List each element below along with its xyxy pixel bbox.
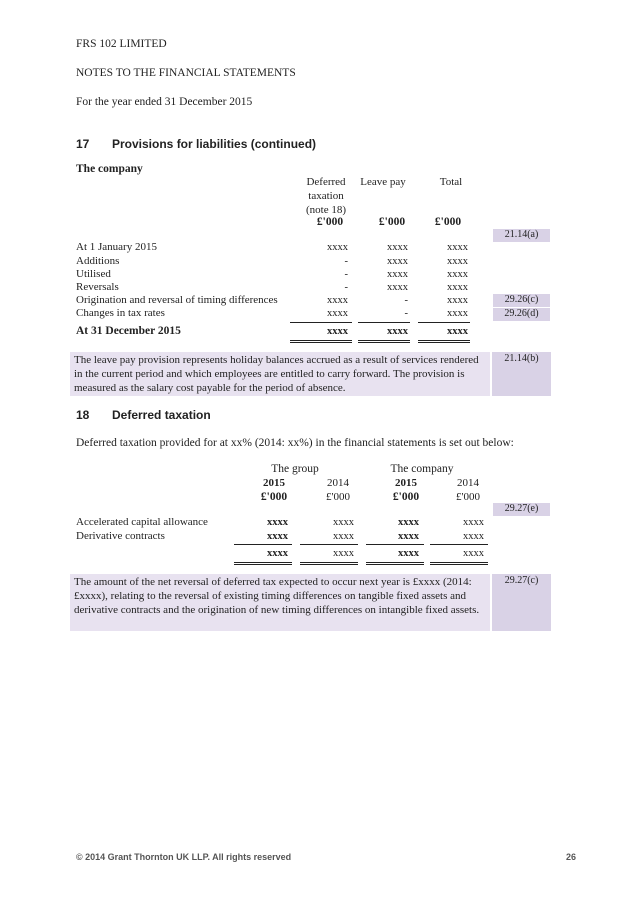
- notes-title: NOTES TO THE FINANCIAL STATEMENTS: [76, 67, 296, 79]
- table-cell: xxxx: [447, 269, 468, 280]
- total-underline: [366, 564, 424, 565]
- unit-label: £'000: [378, 216, 406, 228]
- table-cell: -: [344, 269, 348, 280]
- unit-label: £'000: [260, 491, 288, 503]
- table-cell: xxxx: [267, 531, 288, 542]
- section-number: 18: [76, 408, 90, 422]
- year-header: 2015: [395, 477, 417, 489]
- unit-label: £'000: [316, 216, 344, 228]
- unit-label: £'000: [434, 216, 462, 228]
- table-subtitle: The company: [76, 163, 143, 175]
- section-number: 17: [76, 137, 90, 151]
- total-underline: [418, 342, 470, 343]
- table-cell: xxxx: [447, 308, 468, 319]
- total-cell: xxxx: [333, 548, 354, 559]
- table-cell: xxxx: [447, 256, 468, 267]
- section-title: Provisions for liabilities (continued): [112, 137, 317, 151]
- unit-label: £'000: [456, 491, 480, 503]
- subtotal-line: [290, 322, 352, 323]
- total-underline: [300, 562, 358, 563]
- section-18-heading: [76, 408, 476, 424]
- table-cell: xxxx: [327, 308, 348, 319]
- deferred-tax-note: The amount of the net reversal of deferred tax expected to occur next year is £xxxx (2014: £xxxx), relating to the reversal of existing timing differences on tangible fixed assets and derivative contracts and the origination of new timing differences on intangible fixed assets.: [70, 574, 490, 631]
- subtotal-line: [300, 544, 358, 545]
- column-header-line: (note 18): [305, 204, 346, 216]
- row-label: Reversals: [76, 281, 119, 293]
- row-label: Utilised: [76, 268, 111, 280]
- reference-tag: 29.27(e): [493, 503, 550, 516]
- row-label: Additions: [76, 255, 120, 267]
- total-underline: [300, 564, 358, 565]
- total-underline: [418, 340, 470, 341]
- total-underline: [366, 562, 424, 563]
- column-header-line: Deferred: [306, 176, 346, 188]
- year-header: 2015: [263, 477, 285, 489]
- table-cell: xxxx: [463, 531, 484, 542]
- page-number: 26: [565, 852, 576, 862]
- period-line: For the year ended 31 December 2015: [76, 96, 253, 108]
- reference-tag: 29.27(c): [492, 574, 551, 631]
- total-underline: [290, 340, 352, 341]
- table-cell: xxxx: [327, 242, 348, 253]
- reference-tag: 29.26(d): [493, 308, 550, 321]
- reference-tag: 29.26(c): [493, 294, 550, 307]
- table-cell: -: [404, 308, 408, 319]
- reference-tag: 21.14(b): [492, 352, 551, 396]
- group-header: The company: [390, 463, 454, 475]
- table-cell: xxxx: [398, 517, 419, 528]
- total-underline: [430, 564, 488, 565]
- table-cell: xxxx: [333, 517, 354, 528]
- table-cell: xxxx: [447, 295, 468, 306]
- table-cell: xxxx: [463, 517, 484, 528]
- table-cell: -: [344, 282, 348, 293]
- table-cell: -: [404, 295, 408, 306]
- total-row-label: At 31 December 2015: [76, 325, 181, 337]
- year-header: 2014: [457, 477, 479, 489]
- total-underline: [234, 564, 292, 565]
- year-header: 2014: [327, 477, 349, 489]
- subtotal-line: [366, 544, 424, 545]
- section-title: Deferred taxation: [112, 408, 211, 422]
- subtotal-line: [234, 544, 292, 545]
- table-cell: xxxx: [447, 282, 468, 293]
- subtotal-line: [418, 322, 470, 323]
- leave-pay-note: The leave pay provision represents holiday balances accrued as a result of services rendered in the current period and which employees are entitled to carry forward. The provision is measured as the salary cost payable for the period of absence.: [70, 352, 490, 396]
- total-underline: [430, 562, 488, 563]
- row-label: At 1 January 2015: [76, 241, 157, 253]
- section-intro: Deferred taxation provided for at xx% (2014: xx%) in the financial statements is set out below:: [76, 437, 514, 449]
- company-name: FRS 102 LIMITED: [76, 38, 167, 50]
- total-cell: xxxx: [447, 326, 468, 337]
- table-cell: xxxx: [327, 295, 348, 306]
- footer-copyright: © 2014 Grant Thornton UK LLP. All rights reserved: [76, 852, 292, 862]
- table-cell: xxxx: [447, 242, 468, 253]
- total-underline: [290, 342, 352, 343]
- row-label: Origination and reversal of timing differences: [76, 294, 278, 306]
- column-header-total: Total: [439, 176, 463, 188]
- unit-label: £'000: [326, 491, 350, 503]
- column-header-deferred-taxation: [296, 175, 356, 217]
- reference-tag: 21.14(a): [493, 229, 550, 242]
- table-cell: -: [344, 256, 348, 267]
- table-cell: xxxx: [387, 269, 408, 280]
- group-header: The group: [271, 463, 319, 475]
- row-label: Derivative contracts: [76, 530, 165, 542]
- total-underline: [358, 340, 410, 341]
- total-underline: [358, 342, 410, 343]
- row-label: Changes in tax rates: [76, 307, 165, 319]
- total-cell: xxxx: [387, 326, 408, 337]
- column-header-line: taxation: [308, 190, 344, 202]
- total-cell: xxxx: [327, 326, 348, 337]
- table-cell: xxxx: [267, 517, 288, 528]
- column-header-leave-pay: Leave pay: [360, 176, 406, 188]
- unit-label: £'000: [392, 491, 420, 503]
- total-cell: xxxx: [398, 548, 419, 559]
- table-cell: xxxx: [387, 256, 408, 267]
- table-cell: xxxx: [333, 531, 354, 542]
- total-cell: xxxx: [267, 548, 288, 559]
- total-underline: [234, 562, 292, 563]
- section-17-heading: [76, 137, 476, 153]
- table-cell: xxxx: [398, 531, 419, 542]
- row-label: Accelerated capital allowance: [76, 516, 208, 528]
- table-cell: xxxx: [387, 282, 408, 293]
- subtotal-line: [430, 544, 488, 545]
- subtotal-line: [358, 322, 410, 323]
- table-cell: xxxx: [387, 242, 408, 253]
- total-cell: xxxx: [463, 548, 484, 559]
